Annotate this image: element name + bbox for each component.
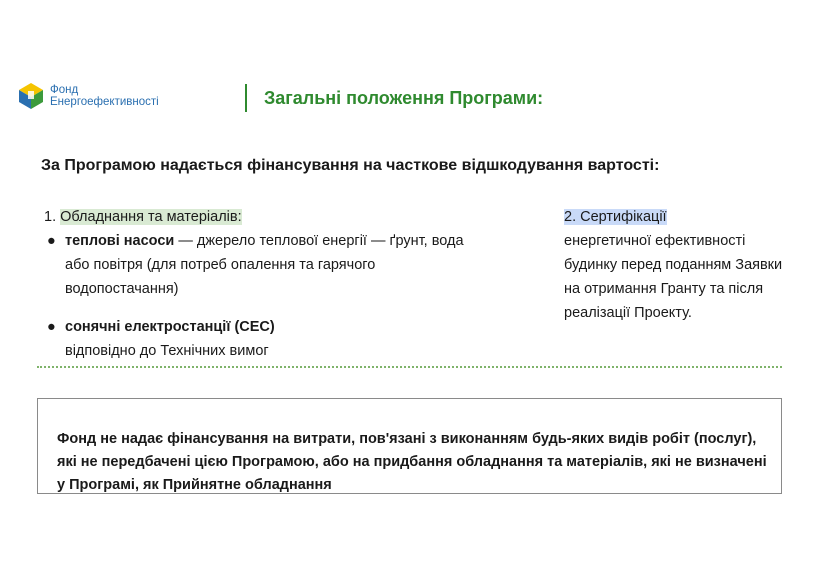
- bullet-dot: ●: [47, 319, 56, 335]
- heat-pumps-term: теплові насоси: [65, 233, 175, 249]
- notice-box: [37, 398, 782, 494]
- item-1-label: Обладнання та матеріалів:: [60, 209, 242, 225]
- certification-column: [564, 205, 789, 325]
- item-1-number: 1.: [44, 209, 61, 225]
- logo-line-1: Фонд: [50, 84, 79, 96]
- item-2-label: 2. Сертифікації: [564, 209, 667, 225]
- item-2-description: енергетичної ефективності будинку перед поданням Заявки на отримання Гранту та після реалізації Проекту.: [564, 233, 783, 321]
- bullet-heat-pumps: [44, 229, 484, 301]
- equipment-column: [44, 205, 484, 363]
- page-title: Загальні положення Програми:: [264, 88, 544, 108]
- bullet-solar-plants: [44, 315, 484, 363]
- dotted-separator: [37, 366, 782, 368]
- notice-text: Фонд не надає фінансування на витрати, пов'язані з виконанням будь-яких видів робіт (послуг), які не передбачені цією Програмою, або на придбання обладнання та матеріалів, які не визначені у Програмі, як Прийнятне обладнання: [57, 431, 767, 493]
- item-1: [44, 205, 484, 229]
- solar-plants-term: сонячні електростанції (СЕС): [65, 319, 275, 335]
- fund-logo-icon: [18, 82, 44, 110]
- bullet-dot: ●: [47, 233, 56, 249]
- header-divider: [245, 84, 247, 112]
- logo-text: [50, 84, 159, 108]
- heat-pumps-description: — джерело теплової енергії — ґрунт, вода або повітря (для потреб опалення та гарячого водопостачання): [65, 233, 464, 297]
- logo: [18, 82, 159, 110]
- logo-line-2: Енергоефективності: [50, 96, 159, 108]
- solar-plants-description: відповідно до Технічних вимог: [65, 343, 269, 359]
- section-subtitle: За Програмою надається фінансування на часткове відшкодування вартості:: [41, 157, 660, 174]
